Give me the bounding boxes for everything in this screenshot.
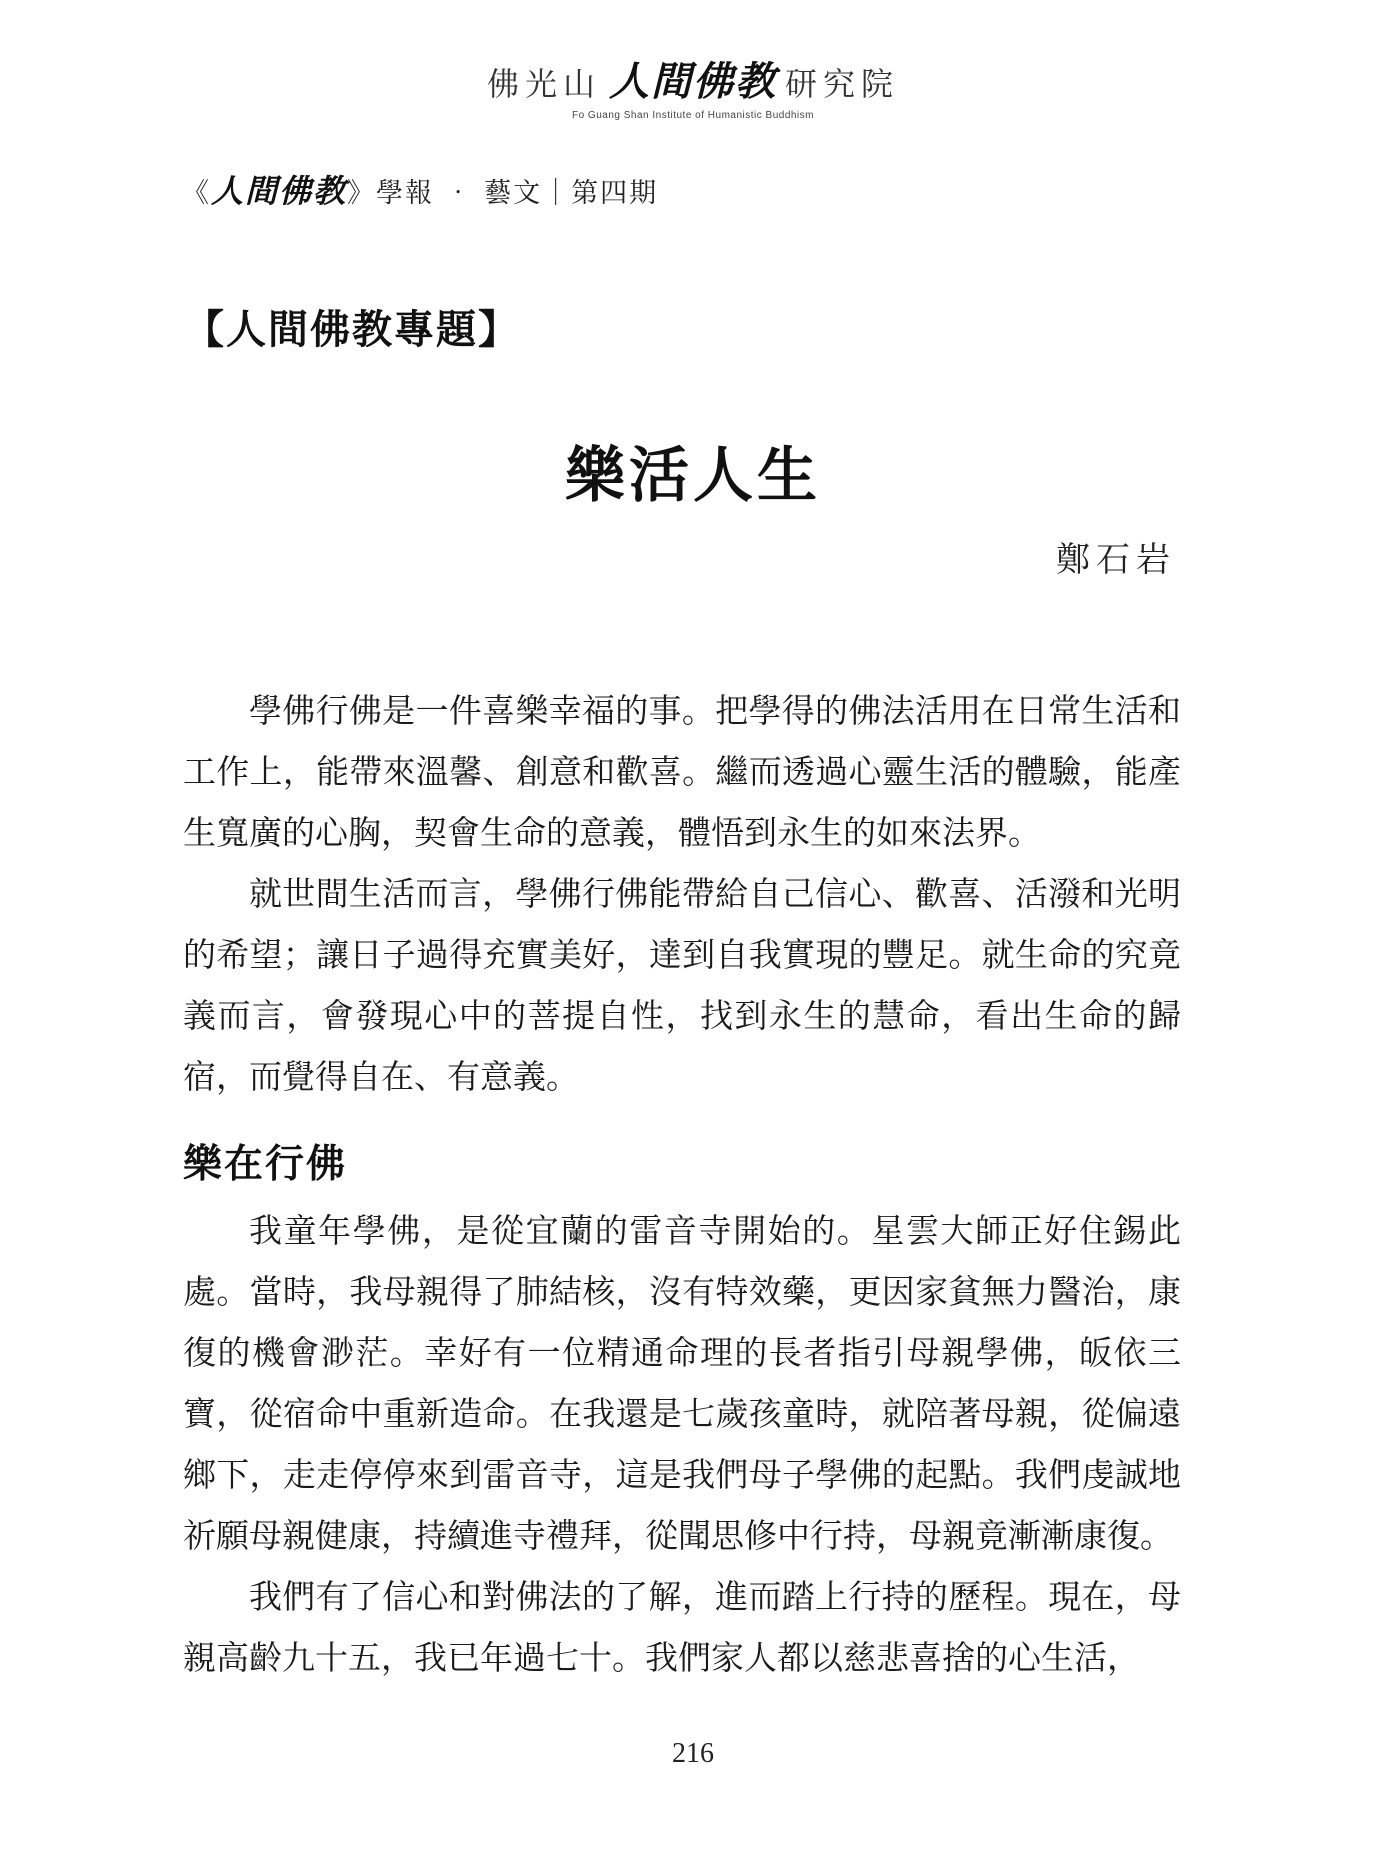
intro-body <box>183 680 1181 1107</box>
section-subheading: 樂在行佛 <box>183 1141 348 1187</box>
institute-brand-calligraphy: 人間佛教 <box>609 59 777 105</box>
paragraph: 學佛行佛是一件喜樂幸福的事。把學得的佛法活用在日常生活和工作上，能帶來溫馨、創意和歡喜。繼而透過心靈生活的體驗，能產生寬廣的心胸，契會生命的意義，體悟到永生的如來法界。 <box>183 691 1181 852</box>
paragraph: 我們有了信心和對佛法的了解，進而踏上行持的歷程。現在，母親高齡九十五，我已年過七十。我們家人都以慈悲喜捨的心生活， <box>183 1577 1181 1677</box>
journal-brand-calligraphy: 人間佛教 <box>211 172 348 210</box>
paragraph: 就世間生活而言，學佛行佛能帶給自己信心、歡喜、活潑和光明的希望；讓日子過得充實美好，達到自我實現的豐足。就生命的究竟義而言，會發現心中的菩提自性，找到永生的慧命，看出生命的歸宿，而覺得自在、有意義。 <box>183 874 1181 1096</box>
paragraph: 我童年學佛，是從宜蘭的雷音寺開始的。星雲大師正好住錫此處。當時，我母親得了肺結核，沒有特效藥，更因家貧無力醫治，康復的機會渺茫。幸好有一位精通命理的長者指引母親學佛，皈依三寶，從宿命中重新造命。在我還是七歲孩童時，就陪著母親，從偏遠鄉下，走走停停來到雷音寺，這是我們母子學佛的起點。我們虔誠地祈願母親健康，持續進寺禮拜，從聞思修中行持，母親竟漸漸康復。 <box>183 1211 1181 1555</box>
article-title: 樂活人生 <box>565 441 821 511</box>
journal-running-header <box>182 166 658 212</box>
section-label: 【人間佛教專題】 <box>184 306 520 353</box>
section-body <box>183 1200 1181 1688</box>
institute-name <box>0 59 1386 105</box>
institute-prefix: 佛光山 <box>486 65 601 103</box>
journal-open-quote: 《 <box>182 178 211 209</box>
institute-english-name: Fo Guang Shan Institute of Humanistic Buddhism <box>571 110 814 121</box>
journal-issue-text: 》學報 ‧ 藝文｜第四期 <box>347 178 659 209</box>
institute-header <box>0 59 1386 121</box>
institute-suffix: 研究院 <box>785 65 900 103</box>
article-author: 鄭石岩 <box>1056 540 1176 580</box>
page-number: 216 <box>672 1738 714 1769</box>
